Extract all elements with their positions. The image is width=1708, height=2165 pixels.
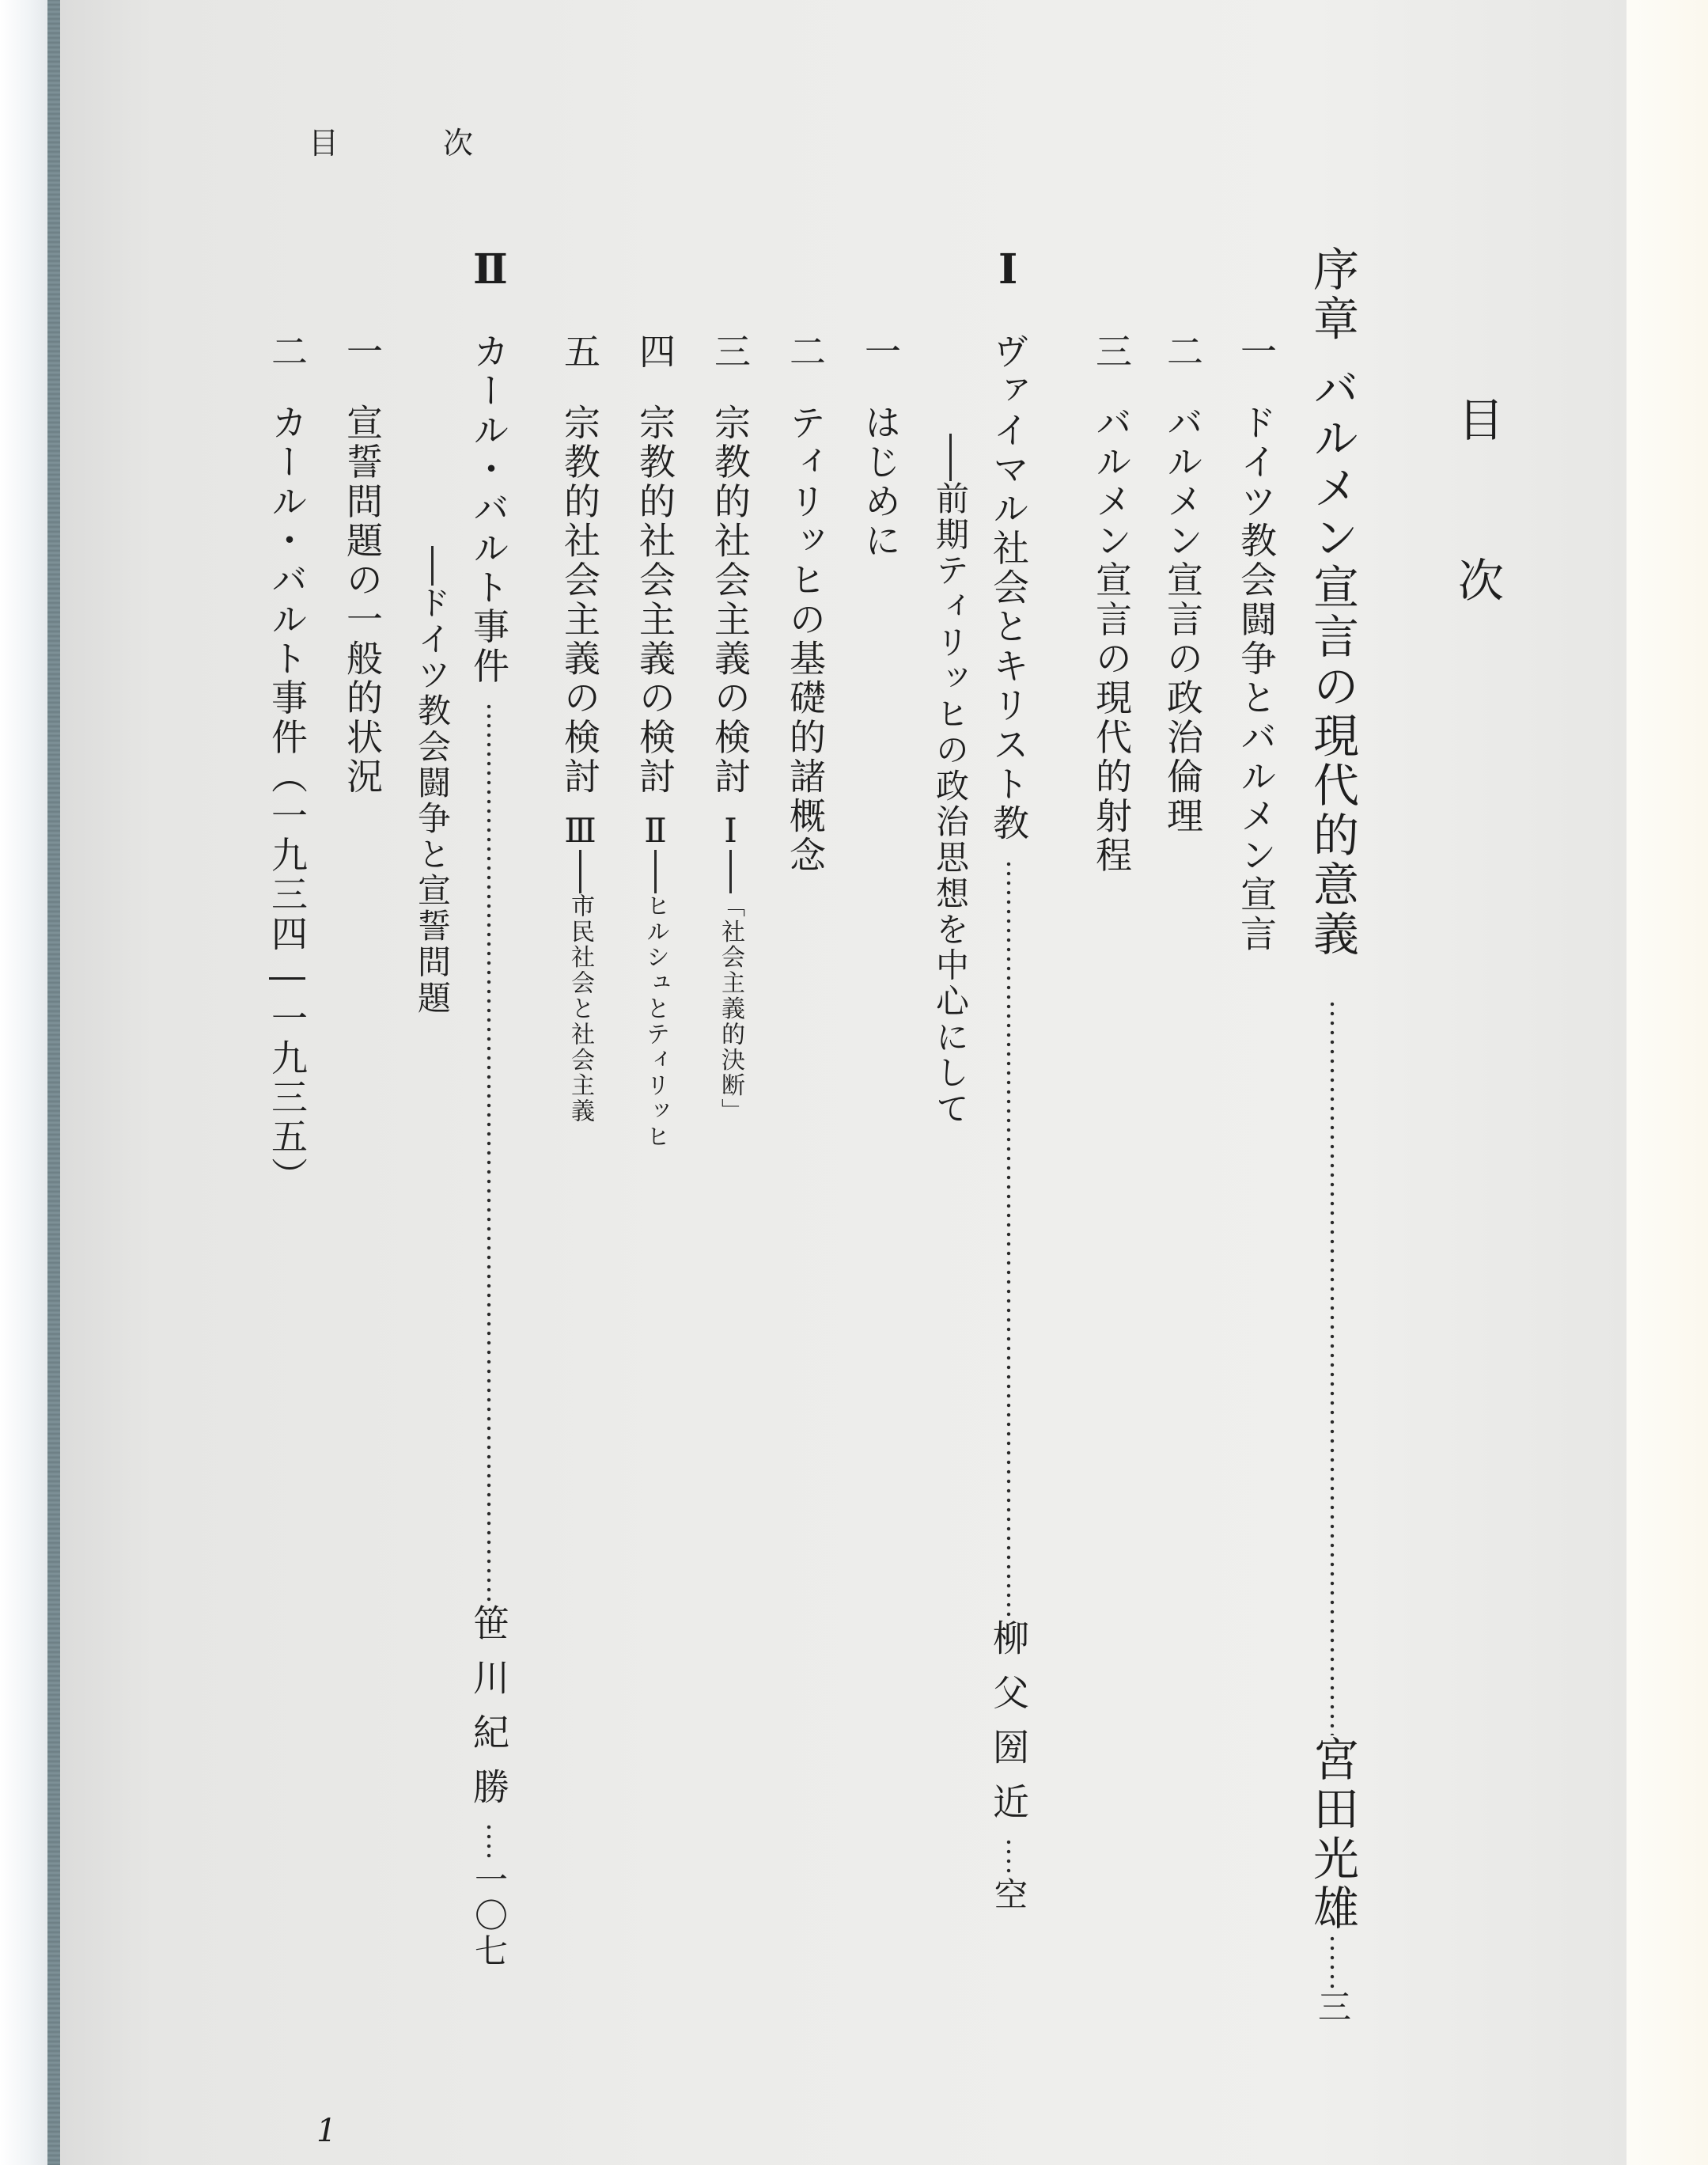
part1-section-4-dash: [654, 850, 657, 893]
part1-section-4-num: 四: [634, 332, 676, 372]
part1-section-3-roman: Ⅰ: [711, 810, 750, 850]
part1-page-number: 空: [990, 1876, 1028, 1913]
part2-section-2-title: カール・バルト事件（一九三四―一九三五）: [266, 403, 309, 1196]
part2-section-1-num: 一: [341, 332, 384, 372]
part1-section-4-title: 宗教的社会主義の検討: [634, 403, 676, 797]
part1-section-5-num: 五: [559, 332, 601, 372]
intro-leader-dots: [1330, 999, 1335, 1735]
part1-subtitle: 前期ティリッヒの政治思想を中心にして: [931, 481, 970, 1128]
part2-leader-dots: [487, 702, 491, 1604]
page-number: 1: [316, 2113, 337, 2149]
page-edge: [1627, 0, 1708, 2165]
intro-label: 序章: [1305, 245, 1359, 345]
page-title-char-1: 目: [1450, 396, 1504, 446]
part1-author-dots: [1006, 1837, 1011, 1877]
part1-section-2-num: 二: [784, 332, 827, 372]
part2-author: 笹川紀勝: [468, 1604, 510, 1823]
part2-section-2: [266, 332, 309, 1196]
intro-section-2: [1161, 332, 1204, 836]
part1-section-2: [784, 332, 827, 875]
intro-section-2-num: 二: [1161, 332, 1204, 372]
part1-roman: Ⅰ: [998, 245, 1018, 294]
intro-section-1: [1235, 332, 1278, 954]
part1-section-5: [559, 332, 601, 1124]
part2-chapter-entry: [468, 332, 510, 1970]
intro-chapter-entry: [1305, 245, 1359, 2025]
part1-section-5-title: 宗教的社会主義の検討: [559, 403, 601, 797]
part2-author-dots: [487, 1822, 491, 1862]
part1-title: ヴァイマル社会とキリスト教: [987, 332, 1030, 844]
part1-section-3-dash: [729, 850, 732, 893]
part1-section-4-roman: Ⅱ: [636, 810, 675, 850]
part1-section-3-num: 三: [709, 332, 752, 372]
part2-section-1: [341, 332, 384, 797]
part2-section-1-title: 宣誓問題の一般的状況: [341, 403, 384, 797]
part1-section-5-roman: Ⅲ: [561, 810, 600, 850]
intro-section-1-title: ドイツ教会闘争とバルメン宣言: [1235, 403, 1278, 954]
part1-section-1-num: 一: [859, 332, 902, 372]
part1-section-3: [709, 332, 752, 1124]
part1-chapter-entry: [987, 332, 1030, 1913]
intro-author: 宮田光雄: [1305, 1735, 1359, 1934]
part1-section-5-dash: [579, 850, 581, 893]
part2-subtitle-line: [413, 546, 452, 1017]
page-title-char-2: 次: [1450, 555, 1504, 606]
part1-leader-dots: [1006, 859, 1011, 1619]
part1-subtitle-dash: [949, 434, 952, 481]
part1-section-3-note: 「社会主義的決断」: [717, 893, 744, 1124]
part1-section-4: [634, 332, 676, 1150]
intro-section-3-title: バルメン宣言の現代的射程: [1090, 403, 1133, 875]
part1-section-2-title: ティリッヒの基礎的諸概念: [784, 403, 827, 875]
intro-section-2-title: バルメン宣言の政治倫理: [1161, 403, 1204, 836]
part2-page-number: 一〇七: [470, 1862, 509, 1970]
running-header-right: 次: [443, 126, 474, 161]
part1-section-1-title: はじめに: [859, 403, 902, 561]
intro-page-number: 三: [1313, 1989, 1352, 2025]
background-surface: [0, 0, 47, 2165]
part1-subtitle-line: [931, 434, 970, 1128]
intro-section-3-num: 三: [1090, 332, 1133, 372]
intro-title: バルメン宣言の現代的意義: [1305, 365, 1359, 960]
part2-title: カール・バルト事件: [468, 332, 510, 687]
running-header-left: 目: [309, 126, 339, 161]
part2-subtitle: ドイツ教会闘争と宣誓問題: [413, 586, 452, 1017]
part1-section-3-title: 宗教的社会主義の検討: [709, 403, 752, 797]
intro-section-1-num: 一: [1235, 332, 1278, 372]
intro-author-dots: [1330, 1934, 1335, 1989]
part2-section-2-num: 二: [266, 332, 309, 372]
part1-author: 柳父圀近: [987, 1618, 1030, 1837]
part1-section-1: [859, 332, 902, 561]
part2-subtitle-dash: [431, 546, 434, 586]
page-title: [1450, 396, 1504, 606]
book-spine: [47, 0, 60, 2165]
part2-roman: Ⅱ: [473, 245, 508, 294]
intro-section-3: [1090, 332, 1133, 875]
part1-section-5-note: 市民社会と社会主義: [566, 893, 594, 1124]
part1-section-4-note: ヒルシュとティリッヒ: [642, 893, 669, 1150]
